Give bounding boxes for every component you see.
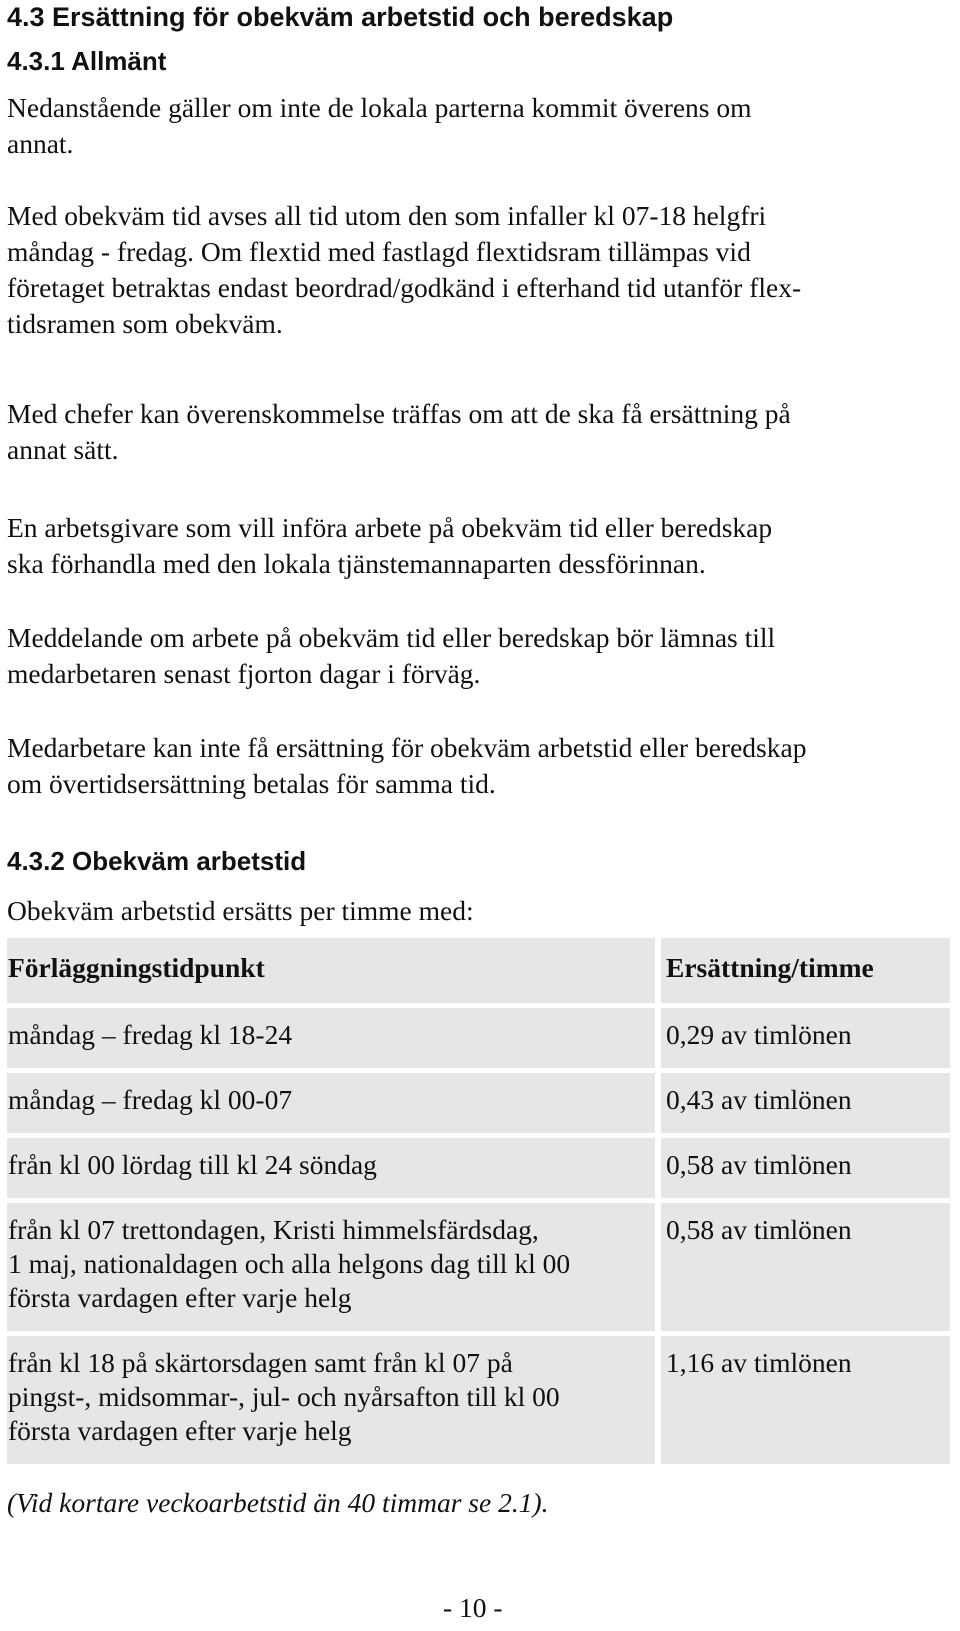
cell-time: måndag – fredag kl 18-24 xyxy=(7,1008,655,1068)
table-row xyxy=(7,1203,953,1331)
paragraph: Med obekväm tid avses all tid utom den som infaller kl 07-18 helgfri måndag - fredag. Om flextid med fastlagd flextidsram tillämpas vid företaget betraktas endast beordrad/godkänd i efterhand tid utanför flex- tidsramen som obekväm. xyxy=(7,200,802,339)
cell-time: från kl 18 på skärtorsdagen samt från kl 07 på pingst-, midsommar-, jul- och nyårsafton till kl 00 första vardagen efter varje helg xyxy=(7,1336,655,1464)
table-row xyxy=(7,1073,953,1133)
cell-rate: 0,43 av timlönen xyxy=(661,1073,950,1133)
section-heading: 4.3 Ersättning för obekväm arbetstid och beredskap xyxy=(7,2,674,32)
table-row xyxy=(7,1008,953,1068)
cell-time: från kl 00 lördag till kl 24 söndag xyxy=(7,1138,655,1198)
cell-rate: 1,16 av timlönen xyxy=(661,1336,950,1464)
table-row xyxy=(7,1336,953,1464)
header-cell-time: Förläggningstidpunkt xyxy=(7,938,655,1003)
footnote: (Vid kortare veckoarbetstid än 40 timmar se 2.1). xyxy=(7,1487,549,1518)
paragraph: En arbetsgivare som vill införa arbete på obekväm tid eller beredskap ska förhandla med den lokala tjänstemannaparten dessförinnan. xyxy=(7,512,773,579)
header-cell-rate: Ersättning/timme xyxy=(661,938,950,1003)
table-header-row xyxy=(7,938,953,1003)
page-number: - 10 - xyxy=(443,1592,503,1623)
paragraph: Med chefer kan överenskommelse träffas om att de ska få ersättning på annat sätt. xyxy=(7,398,791,465)
paragraph: Meddelande om arbete på obekväm tid eller beredskap bör lämnas till medarbetaren senast fjorton dagar i förväg. xyxy=(7,622,776,689)
subsection-heading-general: 4.3.1 Allmänt xyxy=(7,46,167,76)
cell-time: måndag – fredag kl 00-07 xyxy=(7,1073,655,1133)
cell-rate: 0,29 av timlönen xyxy=(661,1008,950,1068)
cell-time: från kl 07 trettondagen, Kristi himmelsfärdsdag, 1 maj, nationaldagen och alla helgons dag till kl 00 första vardagen efter varje helg xyxy=(7,1203,655,1331)
paragraph: Medarbetare kan inte få ersättning för obekväm arbetstid eller beredskap om övertidsersättning betalas för samma tid. xyxy=(7,732,807,799)
compensation-table xyxy=(7,938,953,1469)
subsection-heading-inconvenient-hours: 4.3.2 Obekväm arbetstid xyxy=(7,846,307,876)
table-row xyxy=(7,1138,953,1198)
paragraph: Nedanstående gäller om inte de lokala parterna kommit överens om annat. xyxy=(7,92,752,159)
cell-rate: 0,58 av timlönen xyxy=(661,1203,950,1331)
cell-rate: 0,58 av timlönen xyxy=(661,1138,950,1198)
table-intro: Obekväm arbetstid ersätts per timme med: xyxy=(7,895,474,926)
